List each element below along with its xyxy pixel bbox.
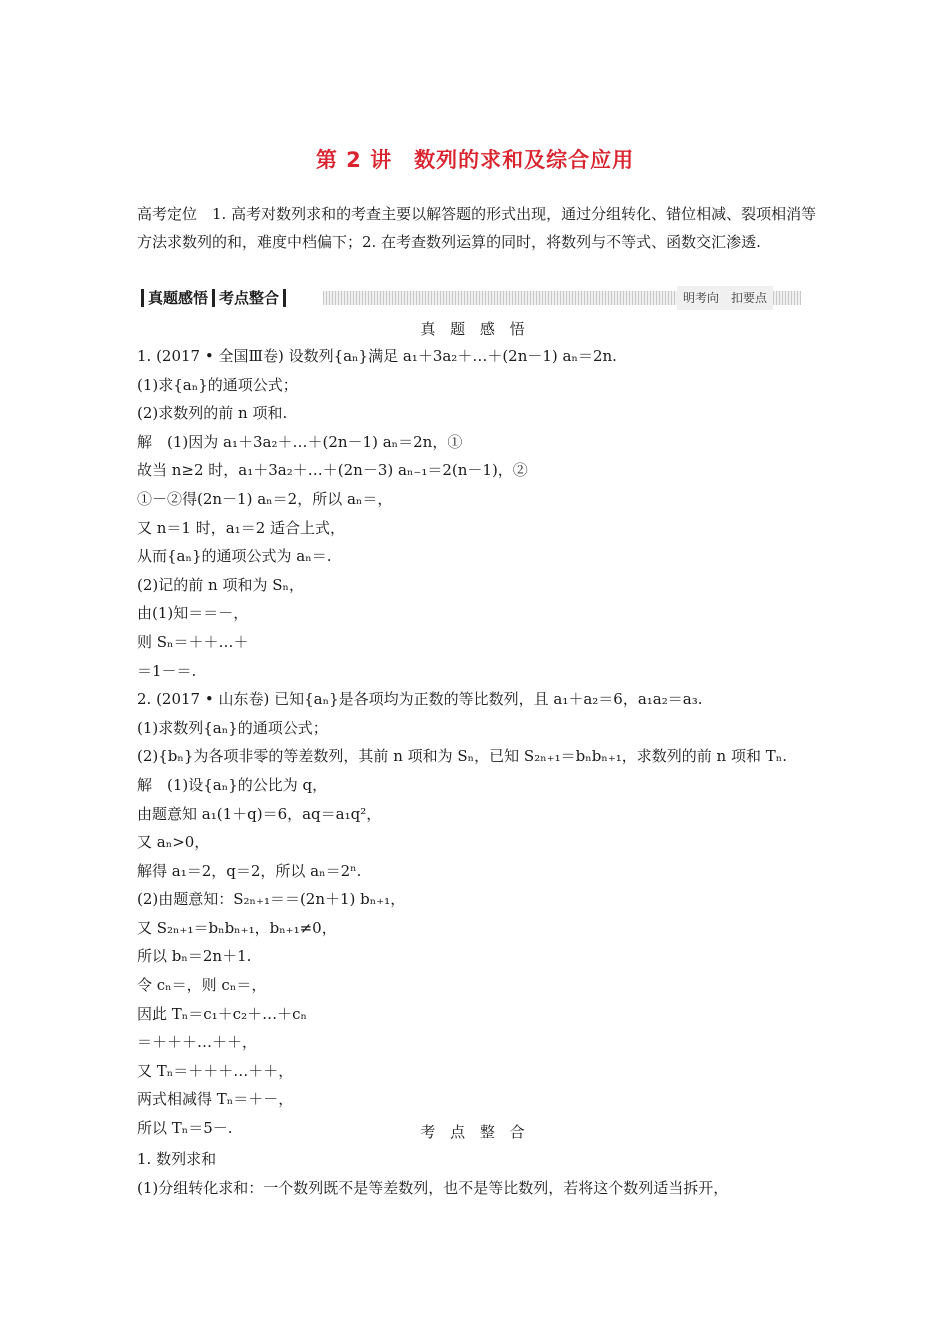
text-line: 令 cₙ＝，则 cₙ＝， [137,976,267,995]
text-line: 则 Sₙ＝＋＋…＋ [137,632,249,651]
text-line: 1. 数列求和 [137,1150,217,1168]
text-line: (2)由题意知：S₂ₙ₊₁＝＝(2n＋1) bₙ₊₁， [137,890,406,909]
banner-bar [283,289,286,307]
text-line: ＝＋＋＋…＋＋， [137,1033,258,1052]
banner-label-a: 真题感悟 [148,289,209,307]
text-line: (2)记的前 n 项和为 Sₙ， [137,575,304,594]
text-line: (1)求{aₙ}的通项公式； [137,375,298,394]
text-line: ＝1－＝. [137,661,197,680]
text-line: 又 aₙ>0， [137,833,210,852]
text-line: (2)求数列的前 n 项和. [137,404,288,423]
section-2-body [137,1145,817,1202]
text-line: 两式相减得 Tₙ＝＋－， [137,1090,294,1109]
text-line: 所以 bₙ＝2n＋1. [137,947,252,966]
text-line: 从而{aₙ}的通项公式为 aₙ＝. [137,547,332,566]
text-line: 所以 Tₙ＝5－. [137,1119,233,1138]
text-line: (1)分组转化求和：一个数列既不是等差数列，也不是等比数列，若将这个数列适当拆开， [137,1178,729,1197]
text-line: 由(1)知＝＝－， [137,604,249,623]
text-line: 2. (2017 • 山东卷) 已知{aₙ}是各项均为正数的等比数列，且 a₁＋a₂＝6，a₁a₂＝a₃. [137,690,703,709]
banner-bar [212,289,215,307]
banner-label-b: 考点整合 [219,289,280,307]
banner-bar [141,289,144,307]
text-line: 解 (1)因为 a₁＋3a₂＋…＋(2n－1) aₙ＝2n，① [137,432,463,451]
section-banner [137,286,801,310]
text-line: 又 Tₙ＝＋＋＋…＋＋， [137,1061,294,1080]
section-heading-2: 考 点 整 合 [420,1123,530,1141]
section-heading-1: 真 题 感 悟 [420,320,530,338]
text-line: 又 S₂ₙ₊₁＝bₙbₙ₊₁，bₙ₊₁≠0， [137,918,337,937]
text-line: 解得 a₁＝2，q＝2，所以 aₙ＝2ⁿ. [137,861,362,880]
banner-right-label: 明考向 扣要点 [677,286,773,310]
text-line: ①－②得(2n－1) aₙ＝2，所以 aₙ＝， [137,489,393,508]
text-line: 因此 Tₙ＝c₁＋c₂＋…＋cₙ [137,1004,307,1023]
text-line: 解 (1)设{aₙ}的公比为 q， [137,775,328,794]
text-line: 故当 n≥2 时，a₁＋3a₂＋…＋(2n－3) aₙ₋₁＝2(n－1)，② [137,461,528,480]
text-line: 又 n＝1 时，a₁＝2 适合上式， [137,518,346,537]
text-line: (2){bₙ}为各项非零的等差数列，其前 n 项和为 Sₙ，已知 S₂ₙ₊₁＝bₙbₙ₊₁，求数列的前 n 项和 Tₙ. [137,747,787,766]
text-line: 1. (2017 • 全国Ⅲ卷) 设数列{aₙ}满足 a₁＋3a₂＋…＋(2n－1) aₙ＝2n. [137,347,617,365]
section-1-body [137,342,817,1143]
page-title: 第 2 讲 数列的求和及综合应用 [315,148,635,172]
intro-paragraph: 高考定位 1. 高考对数列求和的考查主要以解答题的形式出现，通过分组转化、错位相减、裂项相消等方法求数列的和，难度中档偏下；2. 在考查数列运算的同时，将数列与不等式、函数交汇渗透. [137,205,817,251]
text-line: 由题意知 a₁(1＋q)＝6，aq＝a₁q²， [137,804,382,823]
text-line: (1)求数列{aₙ}的通项公式； [137,718,328,737]
banner-label [137,286,296,310]
